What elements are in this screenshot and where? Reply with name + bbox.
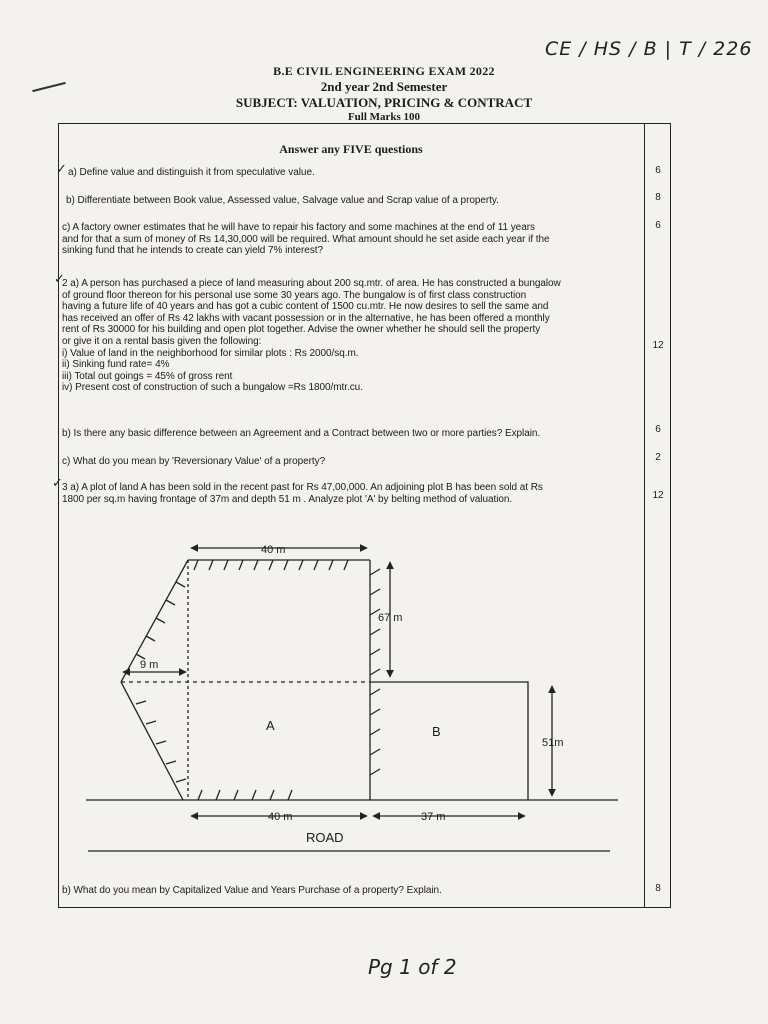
marks-2b: 6 [655, 424, 661, 435]
label-right-height: 67 m [378, 612, 403, 624]
hatch-right [370, 569, 380, 775]
question-3b [62, 885, 442, 897]
marks-column-divider [644, 123, 645, 908]
question-line: and for that a sum of money of Rs 14,30,000 will be required. What amount should he set aside each year if the [62, 233, 550, 245]
question-line: b) What do you mean by Capitalized Value and Years Purchase of a property? Explain. [62, 885, 442, 896]
check-mark-icon: ✓ [54, 272, 65, 287]
page-number-handwritten: Pg 1 of 2 [368, 955, 457, 979]
exam-year-semester: 2nd year 2nd Semester [320, 79, 448, 94]
question-line: c) A factory owner estimates that he will have to repair his factory and some machines at the end of 11 years [62, 222, 535, 233]
marks-1b: 8 [655, 192, 661, 203]
question-3a [62, 482, 543, 505]
question-line: of ground floor thereon for his personal use some 30 years ago. The bungalow is of first class construction [62, 289, 527, 301]
marks-1c: 6 [655, 220, 661, 231]
question-line: 2 a) A person has purchased a piece of land measuring about 200 sq.mtr. of area. He has constructed a bungalow [62, 278, 561, 289]
label-road: ROAD [306, 830, 344, 845]
label-a-frontage: 40 m [268, 811, 293, 823]
question-line: i) Value of land in the neighborhood for similar plots : Rs 2000/sq.m. [62, 347, 359, 359]
marks-1a: 6 [655, 165, 661, 176]
question-2b [62, 428, 540, 440]
question-line: sinking fund that he intends to create can yield 7% interest? [62, 245, 324, 257]
question-1c [62, 222, 550, 257]
question-line: 1800 per sq.m having frontage of 37m and depth 51 m . Analyze plot 'A' by belting method of valuation. [62, 493, 513, 505]
marks-2a: 12 [652, 340, 664, 351]
plot-layout-diagram [58, 520, 644, 870]
plot-b-outline [370, 682, 528, 800]
question-line: iv) Present cost of construction of such a bungalow =Rs 1800/mtr.cu. [62, 382, 363, 394]
question-1b [66, 195, 499, 207]
question-line: rent of Rs 30000 for his building and open plot together. Advise the owner whether he should sell the property [62, 324, 541, 336]
question-line: ii) Sinking fund rate= 4% [62, 359, 170, 371]
label-plot-a: A [266, 718, 275, 733]
question-line: iii) Total out goings = 45% of gross rent [62, 370, 233, 382]
question-line: or give it on a rental basis given the following: [62, 335, 262, 347]
triangle-lower-edge [121, 682, 183, 800]
question-line: c) What do you mean by 'Reversionary Value' of a property? [62, 456, 326, 467]
label-left-offset: 9 m [140, 659, 159, 671]
label-top-width: 40 m [261, 544, 286, 556]
question-2a [62, 278, 561, 394]
check-mark-icon: ✓ [52, 476, 63, 491]
question-2c [62, 456, 325, 468]
question-line: b) Is there any basic difference between an Agreement and a Contract between two or more parties? Explain. [62, 428, 541, 439]
exam-subject: SUBJECT: VALUATION, PRICING & CONTRACT [235, 95, 533, 110]
hatch-bottom [198, 790, 292, 800]
question-line: 3 a) A plot of land A has been sold in the recent past for Rs 47,00,000. An adjoining plot B has been sold at Rs [62, 482, 543, 493]
full-marks: Full Marks 100 [347, 111, 421, 123]
question-1a [68, 167, 315, 179]
label-b-depth: 51m [542, 737, 564, 749]
question-line: has received an offer of Rs 42 lakhs with vacant possession or in the alternative, he has been offered a monthly [62, 312, 550, 324]
question-line: a) Define value and distinguish it from speculative value. [68, 167, 315, 178]
marks-3a: 12 [652, 490, 664, 501]
question-line: having a future life of 40 years and has got a cubic content of 1500 cu.mtr. He now desires to sell the same and [62, 301, 549, 313]
label-b-frontage: 37 m [421, 811, 446, 823]
question-line: b) Differentiate between Book value, Assessed value, Salvage value and Scrap value of a property. [66, 195, 499, 206]
course-code-stamp: CE / HS / B | T / 226 [545, 38, 753, 60]
label-plot-b: B [432, 724, 441, 739]
check-mark-icon: ✓ [56, 162, 67, 177]
exam-title: B.E CIVIL ENGINEERING EXAM 2022 [273, 64, 495, 78]
marks-3b: 8 [655, 883, 661, 894]
marks-2c: 2 [655, 452, 661, 463]
instruction: Answer any FIVE questions [279, 142, 423, 156]
hatch-top [194, 560, 348, 570]
